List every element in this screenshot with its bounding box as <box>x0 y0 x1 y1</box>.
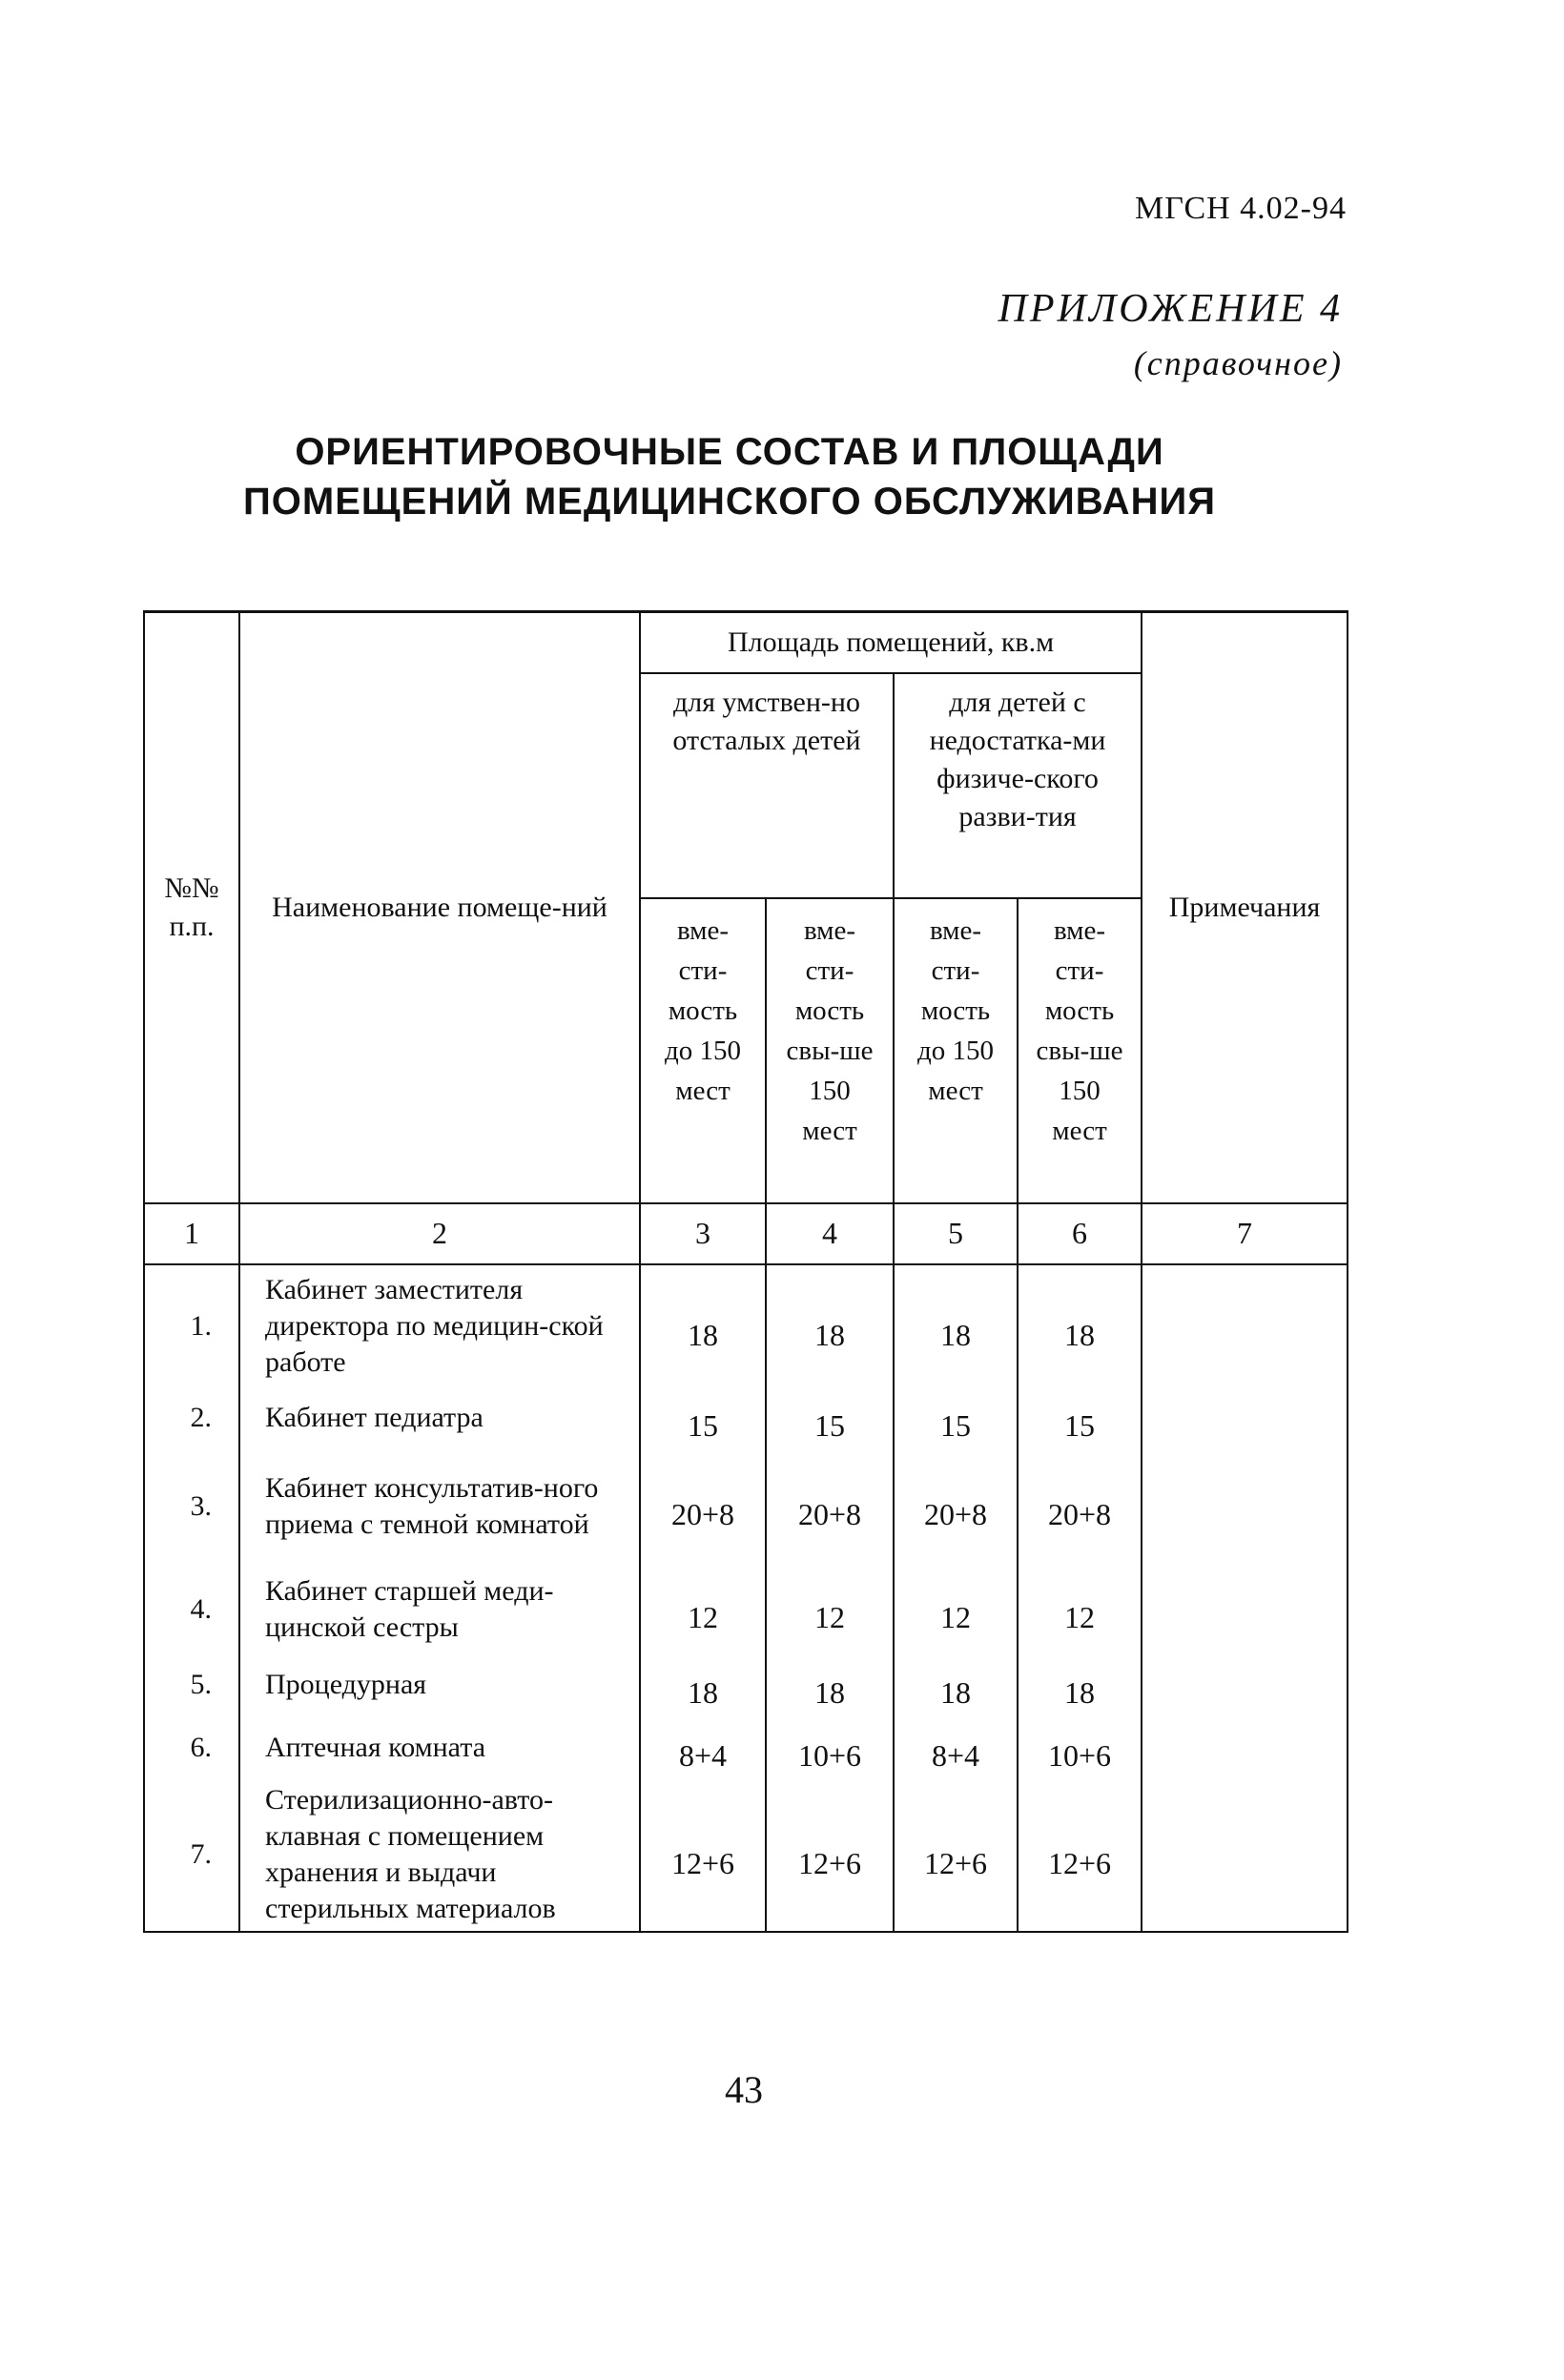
appendix-label: ПРИЛОЖЕНИЕ 4 <box>998 287 1343 331</box>
area-value: 12 <box>1018 1566 1142 1653</box>
area-value: 8+4 <box>640 1716 766 1779</box>
column-number: 1 <box>144 1203 239 1264</box>
notes-cell <box>1142 1264 1348 1388</box>
header-notes: Примечания <box>1142 612 1348 1203</box>
header-capacity-b-upto150: вме-сти-мость до 150 мест <box>894 898 1018 1203</box>
area-value: 12+6 <box>640 1779 766 1932</box>
area-value: 15 <box>640 1388 766 1447</box>
header-area: Площадь помещений, кв.м <box>640 612 1142 673</box>
area-value: 18 <box>894 1264 1018 1388</box>
appendix-note: (справочное) <box>1133 344 1343 382</box>
table-row <box>144 1447 1348 1566</box>
document-code: МГСН 4.02-94 <box>1135 191 1347 226</box>
area-value: 18 <box>1018 1653 1142 1716</box>
area-value: 12+6 <box>1018 1779 1142 1932</box>
page-number: 43 <box>725 2068 763 2111</box>
area-value: 18 <box>640 1264 766 1388</box>
header-number: №№ п.п. <box>144 612 239 1203</box>
room-name: Процедурная <box>239 1653 640 1716</box>
notes-cell <box>1142 1716 1348 1779</box>
area-value: 18 <box>766 1264 894 1388</box>
room-name: Кабинет старшей меди-цинской сестры <box>239 1566 640 1653</box>
column-number-row <box>144 1203 1348 1264</box>
room-name: Кабинет заместителя директора по медицин-ской работе <box>239 1264 640 1388</box>
area-value: 20+8 <box>640 1447 766 1566</box>
column-number: 2 <box>239 1203 640 1264</box>
area-value: 10+6 <box>1018 1716 1142 1779</box>
header-group-mental: для умствен-но отсталых детей <box>640 673 894 898</box>
area-value: 20+8 <box>894 1447 1018 1566</box>
row-number: 2. <box>144 1388 239 1447</box>
table-row <box>144 1566 1348 1653</box>
area-value: 18 <box>640 1653 766 1716</box>
area-value: 18 <box>1018 1264 1142 1388</box>
header-name: Наименование помеще-ний <box>239 612 640 1203</box>
area-value: 12+6 <box>894 1779 1018 1932</box>
column-number: 7 <box>1142 1203 1348 1264</box>
area-value: 18 <box>894 1653 1018 1716</box>
row-number: 1. <box>144 1264 239 1388</box>
area-value: 20+8 <box>1018 1447 1142 1566</box>
area-value: 12 <box>766 1566 894 1653</box>
room-name: Кабинет педиатра <box>239 1388 640 1447</box>
rooms-table <box>143 610 1348 1933</box>
page-title <box>143 427 1316 526</box>
row-number: 4. <box>144 1566 239 1653</box>
column-number: 6 <box>1018 1203 1142 1264</box>
area-value: 15 <box>766 1388 894 1447</box>
notes-cell <box>1142 1566 1348 1653</box>
area-value: 15 <box>894 1388 1018 1447</box>
row-number: 3. <box>144 1447 239 1566</box>
area-value: 10+6 <box>766 1716 894 1779</box>
area-value: 12 <box>640 1566 766 1653</box>
column-number: 3 <box>640 1203 766 1264</box>
area-value: 15 <box>1018 1388 1142 1447</box>
header-capacity-a-over150: вме-сти-мость свы-ше 150 мест <box>766 898 894 1203</box>
area-value: 12 <box>894 1566 1018 1653</box>
area-value: 18 <box>766 1653 894 1716</box>
header-capacity-b-over150: вме-сти-мость свы-ше 150 мест <box>1018 898 1142 1203</box>
room-name: Стерилизационно-авто-клавная с помещением хранения и выдачи стерильных материалов <box>239 1779 640 1932</box>
row-number: 7. <box>144 1779 239 1932</box>
header-group-physical: для детей с недостатка-ми физиче-ского разви-тия <box>894 673 1142 898</box>
room-name: Кабинет консультатив-ного приема с темной комнатой <box>239 1447 640 1566</box>
room-name: Аптечная комната <box>239 1716 640 1779</box>
area-value: 20+8 <box>766 1447 894 1566</box>
row-number: 6. <box>144 1716 239 1779</box>
table-row <box>144 1779 1348 1932</box>
header-capacity-a-upto150: вме-сти-мость до 150 мест <box>640 898 766 1203</box>
notes-cell <box>1142 1388 1348 1447</box>
row-number: 5. <box>144 1653 239 1716</box>
notes-cell <box>1142 1447 1348 1566</box>
table-row <box>144 1653 1348 1716</box>
area-value: 12+6 <box>766 1779 894 1932</box>
column-number: 5 <box>894 1203 1018 1264</box>
table-row <box>144 1264 1348 1388</box>
title-line-1: ОРИЕНТИРОВОЧНЫЕ СОСТАВ И ПЛОЩАДИ <box>295 431 1164 473</box>
column-number: 4 <box>766 1203 894 1264</box>
notes-cell <box>1142 1779 1348 1932</box>
title-line-2: ПОМЕЩЕНИЙ МЕДИЦИНСКОГО ОБСЛУЖИВАНИЯ <box>243 481 1216 523</box>
table-row <box>144 1388 1348 1447</box>
notes-cell <box>1142 1653 1348 1716</box>
table-row <box>144 1716 1348 1779</box>
area-value: 8+4 <box>894 1716 1018 1779</box>
